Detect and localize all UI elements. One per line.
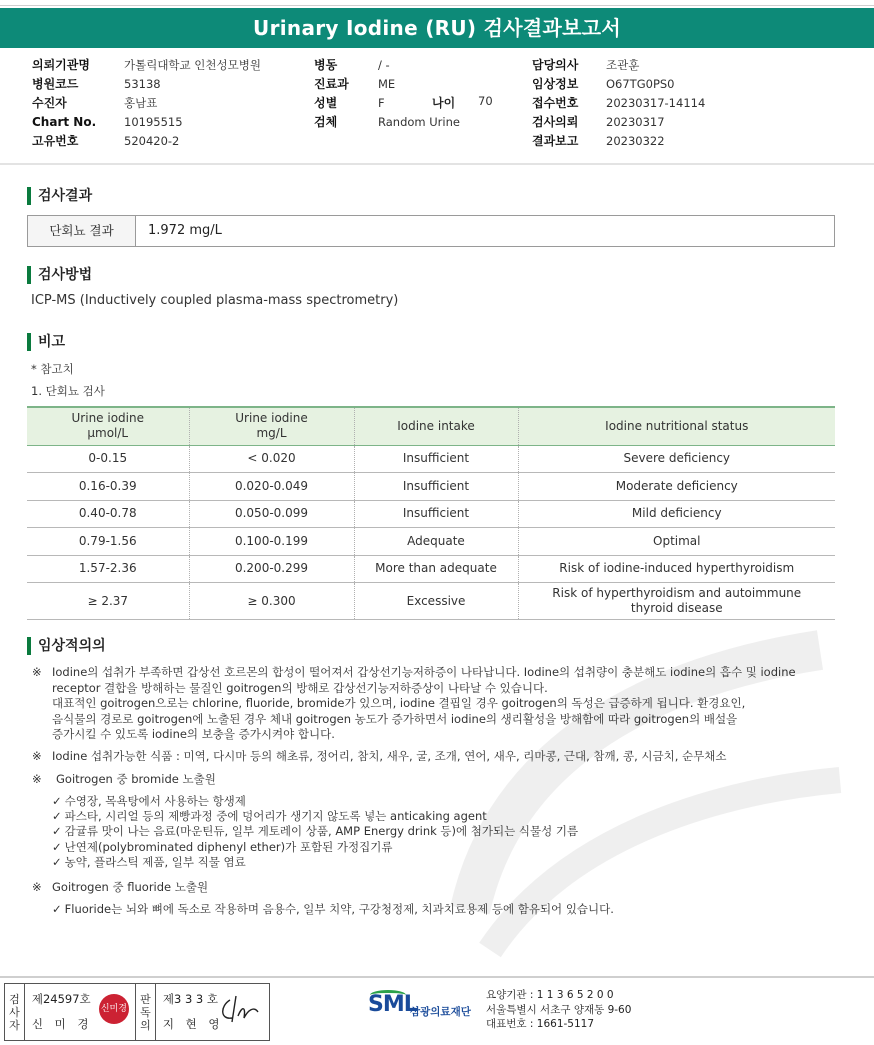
examiner-license: 제24597호 bbox=[31, 992, 91, 1006]
info-row-patient: 수진자 홍남표 bbox=[32, 96, 158, 110]
list-item: ✓ Fluoride는 뇌와 뼈에 독소로 작용하며 음용수, 일부 치약, 구강청정제, 치과치료용제 등에 함유되어 있습니다. bbox=[52, 902, 614, 916]
clinical-paragraph-foods: ※ Iodine 섭취가능한 식품 : 미역, 다시마 등의 해초류, 정어리, 참치, 새우, 굴, 조개, 연어, 새우, 리마콩, 근대, 참깨, 콩, 시금치, 순무채소 bbox=[32, 749, 727, 763]
result-label: 단회뇨 결과 bbox=[28, 216, 136, 246]
cell-mg: ≥ 0.300 bbox=[189, 583, 354, 620]
seal-stamp-icon: 신미경 bbox=[99, 994, 129, 1024]
table-row bbox=[27, 445, 835, 473]
organization-info: 요양기관 : 1 1 3 6 5 2 0 0 서울특별시 서초구 양재동 9-60 대표번호 : 1661-5117 bbox=[486, 989, 632, 1030]
footer-divider bbox=[0, 976, 874, 978]
examiner-cell bbox=[25, 984, 136, 1040]
cell-status: Risk of iodine-induced hyperthyroidism bbox=[518, 555, 835, 583]
top-border bbox=[0, 0, 874, 6]
info-row-specimen: 검체 Random Urine bbox=[314, 115, 460, 129]
examiner-label: 검 사 자 bbox=[5, 984, 25, 1040]
cell-intake: Excessive bbox=[354, 583, 518, 620]
section-title-result: 검사결과 bbox=[27, 187, 92, 205]
cell-status: Optimal bbox=[518, 528, 835, 556]
table-header-row bbox=[27, 407, 835, 445]
cell-intake: Insufficient bbox=[354, 500, 518, 528]
check-icon: ✓ bbox=[52, 840, 62, 854]
list-item: ✓ 난연제(polybrominated diphenyl ether)가 포함된 가정집기류 bbox=[52, 840, 393, 854]
reference-table bbox=[27, 406, 835, 620]
cell-status: Severe deficiency bbox=[518, 445, 835, 473]
table-row bbox=[27, 583, 835, 620]
cell-mg: 0.200-0.299 bbox=[189, 555, 354, 583]
header-intake: Iodine intake bbox=[354, 407, 518, 445]
check-icon: ✓ bbox=[52, 902, 62, 916]
info-row-institution: 의뢰기관명 가톨릭대학교 인천성모병원 bbox=[32, 58, 261, 72]
section-title-remarks: 비고 bbox=[27, 333, 65, 351]
check-icon: ✓ bbox=[52, 824, 62, 838]
info-row-doctor: 담당의사 조관훈 bbox=[532, 58, 640, 72]
cell-umol: 1.57-2.36 bbox=[27, 555, 189, 583]
cell-umol: 0.16-0.39 bbox=[27, 473, 189, 501]
method-text: ICP-MS (Inductively coupled plasma-mass spectrometry) bbox=[31, 293, 399, 308]
single-urine-note: 1. 단회뇨 검사 bbox=[31, 384, 105, 398]
patient-info-col3 bbox=[532, 56, 705, 151]
section-title-method: 검사방법 bbox=[27, 266, 92, 284]
info-row-unique-no: 고유번호 520420-2 bbox=[32, 134, 180, 148]
info-row-ward: 병동 / - bbox=[314, 58, 390, 72]
signature-icon bbox=[218, 992, 262, 1026]
header-status: Iodine nutritional status bbox=[518, 407, 835, 445]
cell-mg: 0.020-0.049 bbox=[189, 473, 354, 501]
cell-intake: Adequate bbox=[354, 528, 518, 556]
reader-name: 지 현 영 bbox=[162, 1017, 224, 1031]
reader-cell bbox=[156, 984, 269, 1040]
reference-note: * 참고치 bbox=[31, 362, 74, 376]
cell-status: Risk of hyperthyroidism and autoimmune thyroid disease bbox=[518, 583, 835, 620]
header-mg: Urine iodine mg/L bbox=[189, 407, 354, 445]
list-item: ✓ 수영장, 목욕탕에서 사용하는 항생제 bbox=[52, 794, 246, 808]
cell-umol: 0-0.15 bbox=[27, 445, 189, 473]
note-mark: ※ bbox=[32, 665, 42, 679]
divider bbox=[0, 163, 874, 165]
cell-umol: ≥ 2.37 bbox=[27, 583, 189, 620]
cell-mg: < 0.020 bbox=[189, 445, 354, 473]
header-umol: Urine iodine μmol/L bbox=[27, 407, 189, 445]
cell-mg: 0.050-0.099 bbox=[189, 500, 354, 528]
list-item: ✓ 감귤류 맛이 나는 음료(마운틴듀, 일부 게토레이 상품, AMP Energy drink 등)에 첨가되는 식물성 기름 bbox=[52, 824, 579, 838]
age-value: 70 bbox=[478, 94, 493, 108]
section-title-clinical: 임상적의의 bbox=[27, 637, 106, 655]
info-row-receipt-no: 접수번호 20230317-14114 bbox=[532, 96, 706, 110]
list-item: ✓ 파스타, 시리얼 등의 제빵과정 중에 덩어리가 생기지 않도록 넣는 anticaking agent bbox=[52, 809, 487, 823]
patient-info-col1 bbox=[32, 56, 261, 151]
table-row bbox=[27, 528, 835, 556]
examiner-name: 신 미 경 bbox=[31, 1017, 93, 1031]
info-row-hospital-code: 병원코드 53138 bbox=[32, 77, 161, 91]
cell-intake: Insufficient bbox=[354, 445, 518, 473]
info-row-sex: 성별 F bbox=[314, 96, 385, 110]
cell-intake: Insufficient bbox=[354, 473, 518, 501]
reader-label: 판 독 의 bbox=[136, 984, 156, 1040]
info-row-clinical-info: 임상정보 O67TG0PS0 bbox=[532, 77, 675, 91]
table-row bbox=[27, 473, 835, 501]
reader-license: 제3 3 3 호 bbox=[162, 992, 219, 1006]
note-mark: ※ bbox=[32, 749, 42, 763]
report-title: Urinary Iodine (RU) 검사결과보고서 bbox=[0, 8, 874, 48]
clinical-paragraph-1: ※ Iodine의 섭취가 부족하면 갑상선 호르몬의 합성이 떨어져서 갑상선기능저하증이 나타납니다. Iodine의 섭취량이 충분해도 iodine의 흡수 및 iodine receptor 결합을 방해하는 물질인 goitrogen의 방해로 갑상선기능저하증상이 나타날 수 있습니다. 대표적인 goitrogen으로는 chlorine, fluoride, bromide가 있으며, iodine 결핍일 경우 goitrogen의 독성은 급증하게 됩니다. 환경요인, 음식물의 경로로 goitrogen에 노출된 경우 체내 goitrogen 농도가 증가하면서 iodine의 생리활성을 방해함에 따라 goitrogen의 배설을 증가시킬 수 있도록 iodine의 보충을 증가시켜야 합니다. bbox=[32, 665, 796, 741]
info-row-request-date: 검사의뢰 20230317 bbox=[532, 115, 665, 129]
table-row bbox=[27, 555, 835, 583]
result-value: 1.972 mg/L bbox=[148, 223, 222, 238]
info-row-report-date: 결과보고 20230322 bbox=[532, 134, 665, 148]
note-mark: ※ bbox=[32, 880, 42, 894]
cell-umol: 0.40-0.78 bbox=[27, 500, 189, 528]
cell-umol: 0.79-1.56 bbox=[27, 528, 189, 556]
check-icon: ✓ bbox=[52, 794, 62, 808]
info-row-department: 진료과 ME bbox=[314, 77, 396, 91]
note-mark: ※ bbox=[32, 772, 42, 786]
list-item: ✓ 농약, 플라스틱 제품, 일부 직물 염료 bbox=[52, 855, 246, 869]
result-box bbox=[27, 215, 835, 247]
age-label: 나이 bbox=[432, 96, 456, 110]
fluoride-title: ※ Goitrogen 중 fluoride 노출원 bbox=[32, 880, 209, 894]
cell-status: Mild deficiency bbox=[518, 500, 835, 528]
cell-intake: More than adequate bbox=[354, 555, 518, 583]
info-row-chart-no: Chart No. 10195515 bbox=[32, 115, 183, 129]
check-icon: ✓ bbox=[52, 855, 62, 869]
cell-mg: 0.100-0.199 bbox=[189, 528, 354, 556]
bromide-title: ※ Goitrogen 중 bromide 노출원 bbox=[32, 772, 216, 786]
table-row bbox=[27, 500, 835, 528]
sml-logo: SML 삼광의료재단 bbox=[368, 992, 471, 1018]
check-icon: ✓ bbox=[52, 809, 62, 823]
signature-box bbox=[4, 983, 270, 1041]
cell-status: Moderate deficiency bbox=[518, 473, 835, 501]
